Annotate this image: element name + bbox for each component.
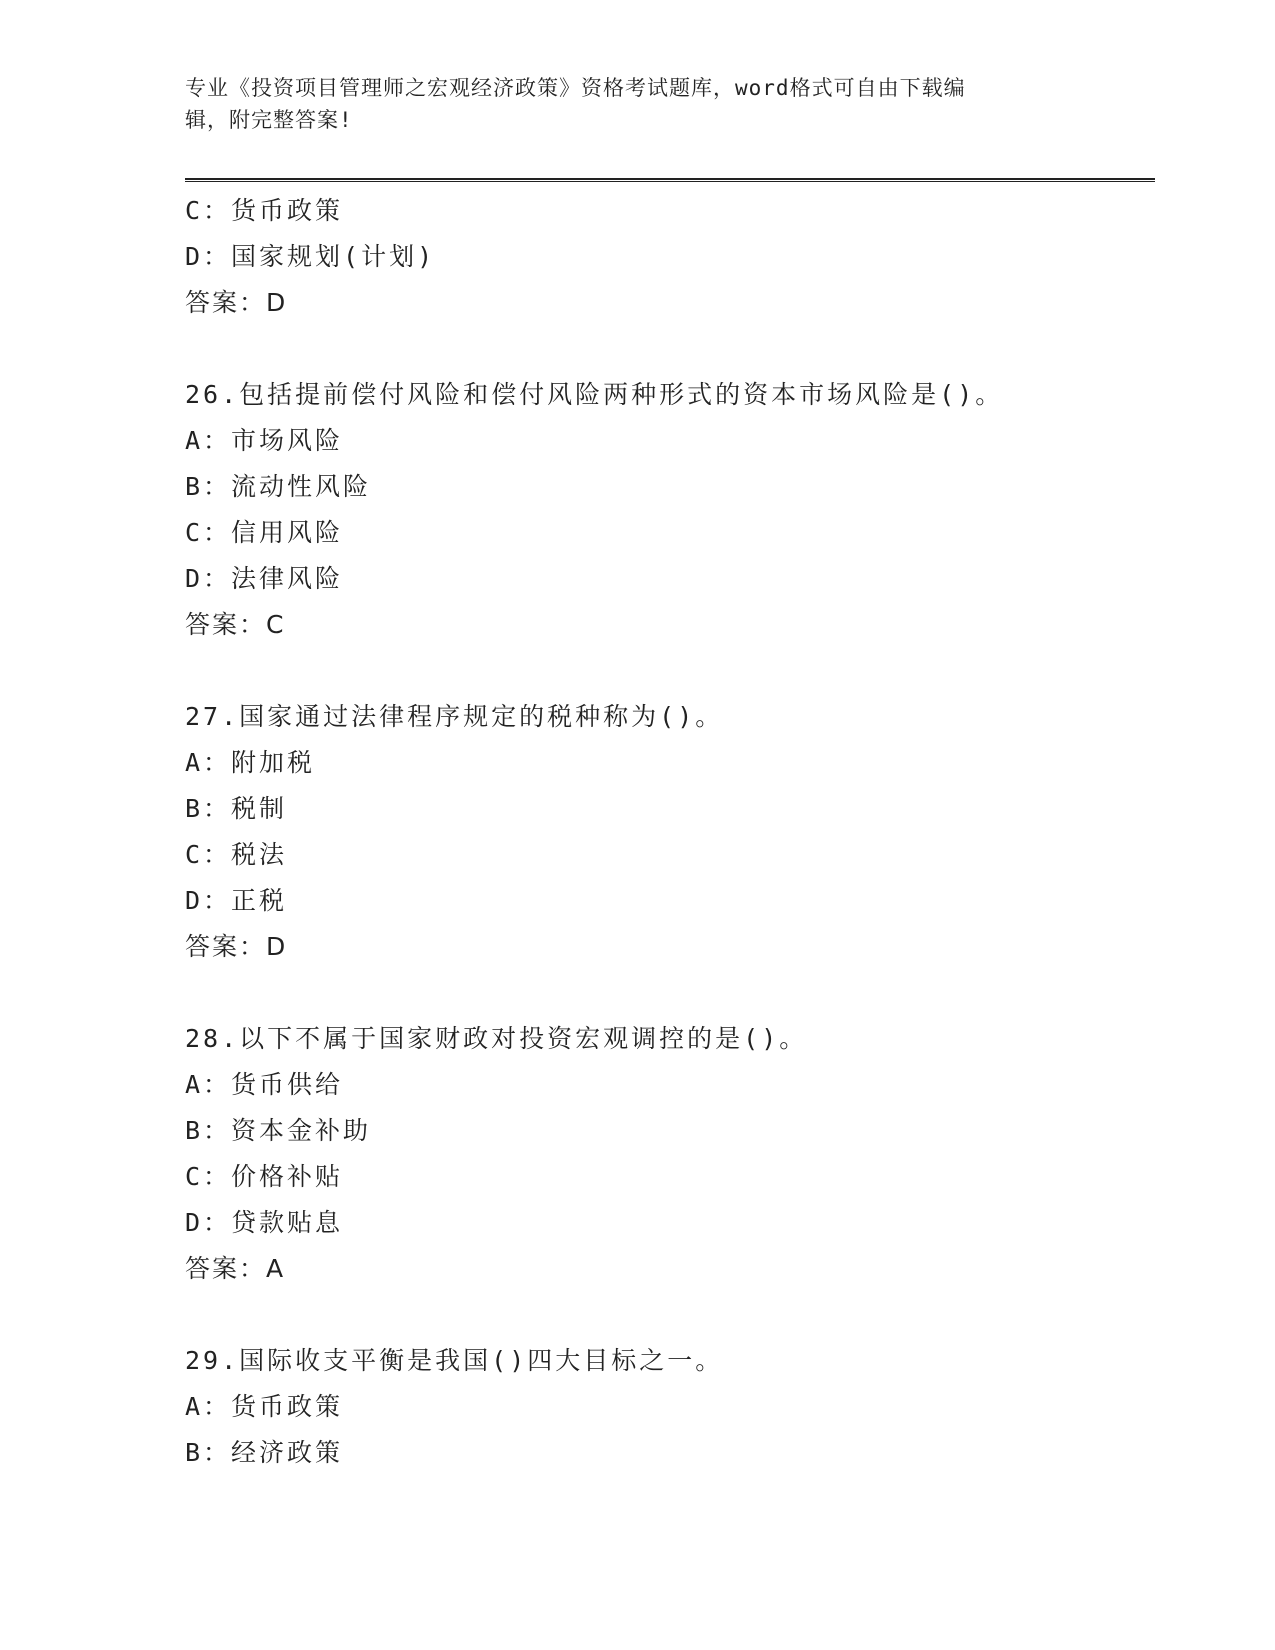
question-29 [185, 1338, 1165, 1476]
option-d: D：正税 [185, 886, 288, 915]
question-27 [185, 694, 1165, 970]
option-a: A：市场风险 [185, 426, 344, 455]
document-header [185, 72, 1065, 136]
option-b: B：税制 [185, 794, 288, 823]
option-b: B：流动性风险 [185, 472, 372, 501]
option-c: C：价格补贴 [185, 1162, 344, 1191]
answer-line: 答案：C [185, 610, 286, 639]
option-a: A：附加税 [185, 748, 316, 777]
option-d: D：贷款贴息 [185, 1208, 344, 1237]
option-b: B：经济政策 [185, 1438, 344, 1467]
question-26 [185, 372, 1165, 648]
option-c: C：税法 [185, 840, 288, 869]
question-stem: 26.包括提前偿付风险和偿付风险两种形式的资本市场风险是()。 [185, 380, 1004, 409]
question-28 [185, 1016, 1165, 1292]
header-line-2: 辑，附完整答案! [185, 108, 353, 132]
option-d: D：国家规划(计划) [185, 242, 436, 271]
option-c: C：信用风险 [185, 518, 344, 547]
header-divider [185, 178, 1155, 182]
question-stem: 27.国家通过法律程序规定的税种称为()。 [185, 702, 724, 731]
carryover-question [185, 188, 1165, 326]
answer-line: 答案：D [185, 932, 288, 961]
option-c: C：货币政策 [185, 196, 344, 225]
answer-line: 答案：A [185, 1254, 286, 1283]
option-b: B：资本金补助 [185, 1116, 372, 1145]
document-page [185, 0, 1185, 1650]
option-a: A：货币政策 [185, 1392, 344, 1421]
question-stem: 29.国际收支平衡是我国()四大目标之一。 [185, 1346, 724, 1375]
question-list [185, 188, 1165, 1476]
answer-line: 答案：D [185, 288, 288, 317]
question-stem: 28.以下不属于国家财政对投资宏观调控的是()。 [185, 1024, 808, 1053]
option-a: A：货币供给 [185, 1070, 344, 1099]
header-line-1: 专业《投资项目管理师之宏观经济政策》资格考试题库，word格式可自由下载编 [185, 76, 966, 100]
option-d: D：法律风险 [185, 564, 344, 593]
